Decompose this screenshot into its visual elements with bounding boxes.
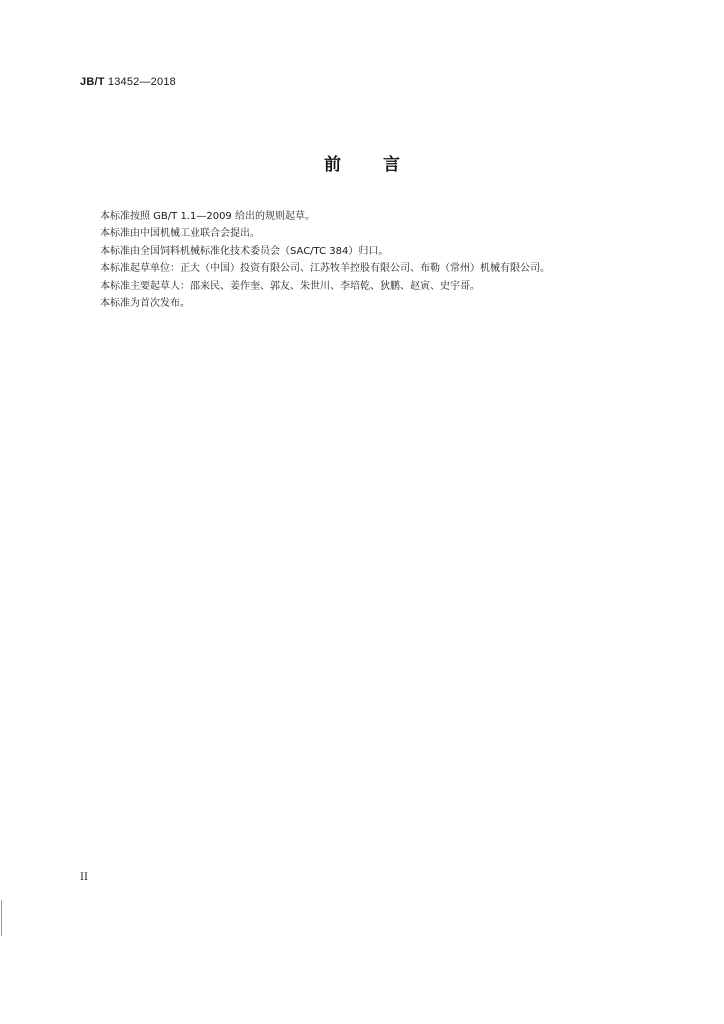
paragraph-drafting-rules: 本标准按照 GB/T 1.1—2009 给出的规则起草。 [100, 211, 315, 222]
standard-code-prefix: JB/T [80, 76, 105, 88]
standard-code-number: 13452—2018 [104, 76, 176, 88]
foreword-body [80, 208, 625, 312]
paragraph-drafters: 本标准主要起草人：邵来民、姜作奎、郭友、朱世川、李培乾、狄鹏、赵寅、史宇哥。 [100, 280, 480, 292]
title-char-1: 前 [324, 155, 341, 175]
title-char-2: 言 [383, 155, 400, 175]
paragraph-proposer: 本标准由中国机械工业联合会提出。 [100, 228, 260, 240]
paragraph-technical-committee: 本标准由全国饲料机械标准化技术委员会（SAC/TC 384）归口。 [100, 245, 389, 257]
standard-code-header [80, 76, 176, 88]
page-number: II [80, 872, 88, 883]
page-title [0, 150, 724, 175]
paragraph-first-release: 本标准为首次发布。 [100, 298, 190, 310]
scan-edge-mark [1, 900, 2, 936]
paragraph-drafting-units: 本标准起草单位：正大（中国）投资有限公司、江苏牧羊控股有限公司、布勒（常州）机械有限公司。 [100, 263, 550, 275]
